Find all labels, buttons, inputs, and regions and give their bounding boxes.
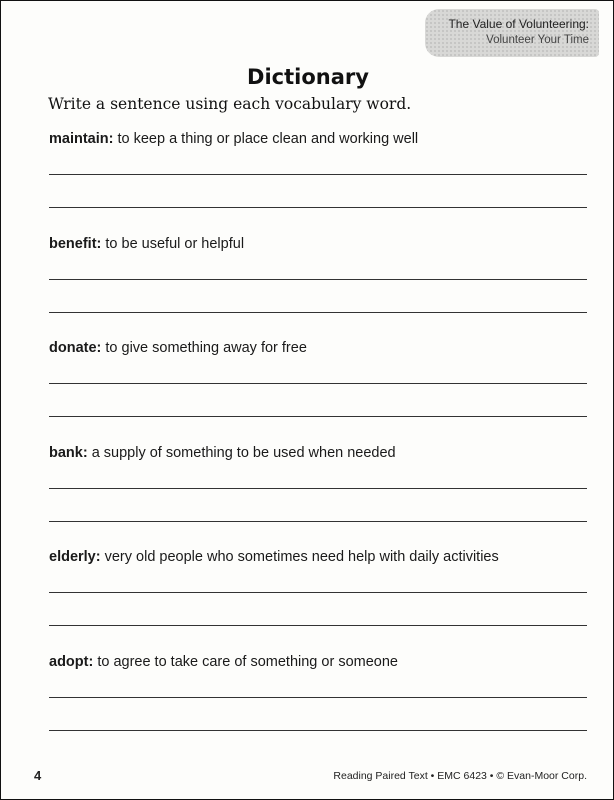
vocab-entry bbox=[49, 338, 589, 443]
answer-line[interactable] bbox=[49, 174, 587, 175]
answer-line[interactable] bbox=[49, 521, 587, 522]
vocab-definition bbox=[49, 129, 589, 149]
answer-line[interactable] bbox=[49, 279, 587, 280]
vocab-meaning: to keep a thing or place clean and working well bbox=[113, 131, 419, 147]
header-tab bbox=[425, 9, 599, 57]
instructions: Write a sentence using each vocabulary word. bbox=[48, 95, 412, 113]
answer-line[interactable] bbox=[49, 488, 587, 489]
vocab-definition bbox=[49, 652, 589, 672]
vocab-definition bbox=[49, 234, 589, 254]
page-title: Dictionary bbox=[247, 65, 369, 89]
answer-line[interactable] bbox=[49, 730, 587, 731]
vocab-word: maintain: bbox=[49, 131, 114, 147]
vocab-meaning: to agree to take care of something or someone bbox=[93, 653, 398, 670]
header-tab-title: The Value of Volunteering: bbox=[448, 17, 589, 31]
vocab-entry bbox=[49, 547, 589, 652]
vocab-word: bank: bbox=[49, 444, 88, 461]
vocab-meaning: to give something away for free bbox=[101, 340, 307, 356]
answer-line[interactable] bbox=[49, 207, 587, 208]
vocab-definition bbox=[49, 338, 589, 358]
publisher-credit: Reading Paired Text • EMC 6423 • © Evan-Moor Corp. bbox=[333, 770, 587, 782]
answer-line[interactable] bbox=[49, 592, 587, 593]
vocab-entry bbox=[49, 443, 589, 548]
vocab-entry bbox=[49, 234, 589, 339]
vocab-meaning: very old people who sometimes need help with daily activities bbox=[100, 549, 499, 565]
page-number: 4 bbox=[34, 768, 42, 783]
header-tab-subtitle: Volunteer Your Time bbox=[486, 34, 589, 46]
vocab-meaning: to be useful or helpful bbox=[101, 235, 245, 252]
answer-line[interactable] bbox=[49, 697, 587, 698]
vocab-word: adopt: bbox=[49, 653, 94, 670]
vocab-meaning: a supply of something to be used when needed bbox=[87, 444, 396, 461]
answer-line[interactable] bbox=[49, 383, 587, 384]
vocab-word: donate: bbox=[49, 340, 102, 356]
vocab-word: elderly: bbox=[49, 549, 101, 565]
vocab-entry bbox=[49, 129, 589, 234]
vocab-entry bbox=[49, 652, 589, 757]
vocab-definition bbox=[49, 547, 589, 567]
vocabulary-list bbox=[49, 129, 589, 756]
answer-line[interactable] bbox=[49, 625, 587, 626]
vocab-word: benefit: bbox=[49, 235, 102, 252]
answer-line[interactable] bbox=[49, 416, 587, 417]
answer-line[interactable] bbox=[49, 312, 587, 313]
vocab-definition bbox=[49, 443, 589, 463]
